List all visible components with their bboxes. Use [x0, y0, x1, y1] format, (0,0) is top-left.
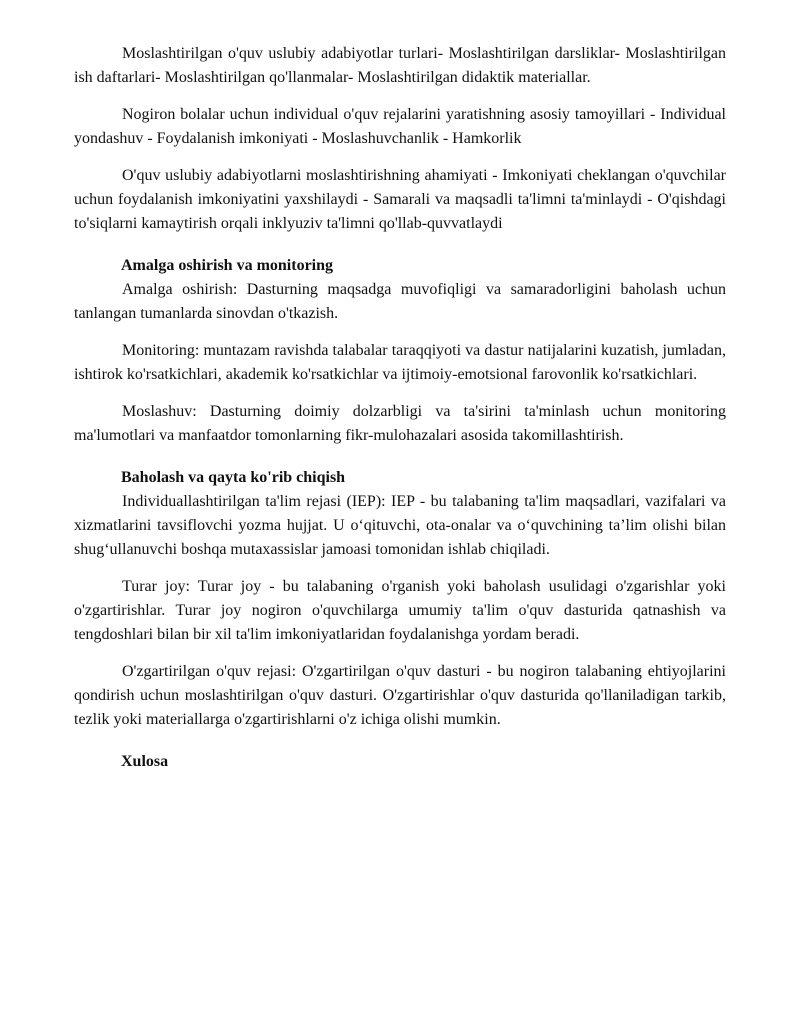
section-heading: Baholash va qayta ko'rib chiqish	[121, 469, 346, 486]
paragraph: Amalga oshirish: Dasturning maqsadga muvofiqligi va samaradorligini baholash uchun tanlangan tumanlarda sinovdan o'tkazish.	[74, 281, 726, 322]
paragraph: Moslashtirilgan o'quv uslubiy adabiyotlar turlari- Moslashtirilgan darsliklar- Moslashtirilgan ish daftarlari- Moslashtirilgan qo'llanmalar- Moslashtirilgan didaktik materiallar.	[74, 45, 726, 86]
document-page	[74, 42, 726, 774]
paragraph: Moslashuv: Dasturning doimiy dolzarbligi va ta'sirini ta'minlash uchun monitoring ma'lumotlari va manfaatdor tomonlarning fikr-mulohazalari asosida takomillashtirish.	[74, 403, 726, 444]
paragraph: Monitoring: muntazam ravishda talabalar taraqqiyoti va dastur natijalarini kuzatish, jumladan, ishtirok ko'rsatkichlari, akademik ko'rsatkichlar va ijtimoiy-emotsional farovonlik ko'rsatkichlari.	[74, 342, 726, 383]
paragraph: O'quv uslubiy adabiyotlarni moslashtirishning ahamiyati - Imkoniyati cheklangan o'quvchilar uchun foydalanish imkoniyatini yaxshilaydi - Samarali va maqsadli ta'limni ta'minlaydi - O'qishdagi to'siqlarni kamaytirish orqali inklyuziv ta'limni qo'llab-quvvatlaydi	[74, 167, 726, 232]
paragraph: Nogiron bolalar uchun individual o'quv rejalarini yaratishning asosiy tamoyillari - Individual yondashuv - Foydalanish imkoniyati - Moslashuvchanlik - Hamkorlik	[74, 106, 726, 147]
paragraph: O'zgartirilgan o'quv rejasi: O'zgartirilgan o'quv dasturi - bu nogiron talabaning ehtiyojlarini qondirish uchun moslashtirilgan o'quv dasturi. O'zgartirishlar o'quv dasturida qo'llaniladigan tarkib, tezlik yoki materiallarga o'zgartirishlarni o'z ichiga olishi mumkin.	[74, 663, 726, 728]
paragraph: Individuallashtirilgan ta'lim rejasi (IEP): IEP - bu talabaning ta'lim maqsadlari, vazifalari va xizmatlarini tavsiflovchi yozma hujjat. U o‘qituvchi, ota-onalar va o‘quvchining ta’lim olishi bilan shug‘ullanuvchi boshqa mutaxassislar jamoasi tomonidan ishlab chiqiladi.	[74, 493, 726, 558]
paragraph: Turar joy: Turar joy - bu talabaning o'rganish yoki baholash usulidagi o'zgarishlar yoki o'zgartirishlar. Turar joy nogiron o'quvchilarga umumiy ta'lim o'quv dasturida qatnashish va tengdoshlari bilan bir xil ta'lim imkoniyatlaridan foydalanishga yordam beradi.	[74, 578, 726, 643]
section-heading: Amalga oshirish va monitoring	[121, 257, 334, 274]
section-heading: Xulosa	[121, 753, 169, 770]
